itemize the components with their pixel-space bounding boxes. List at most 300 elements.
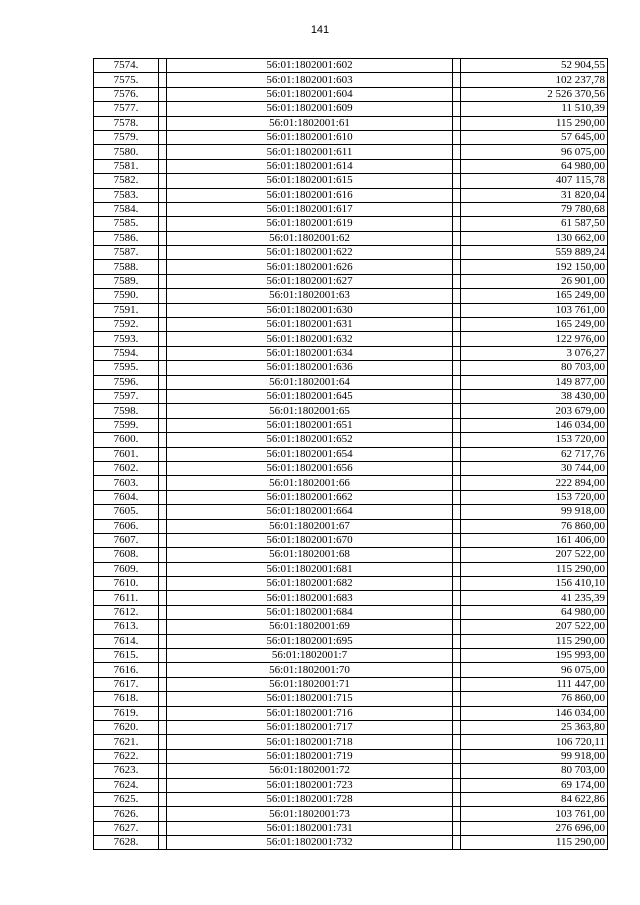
cadastral-value-cell: 161 406,00 (461, 533, 608, 547)
cadastral-value-cell: 115 290,00 (461, 116, 608, 130)
table-row (94, 433, 608, 447)
cadastral-value-cell: 62 717,76 (461, 447, 608, 461)
row-number-cell: 7596. (94, 375, 159, 389)
column-gap (453, 102, 461, 116)
cadastral-number-cell: 56:01:1802001:70 (167, 663, 453, 677)
column-gap (159, 749, 167, 763)
cadastral-value-cell: 31 820,04 (461, 188, 608, 202)
row-number-cell: 7626. (94, 807, 159, 821)
cadastral-value-cell: 115 290,00 (461, 562, 608, 576)
cadastral-value-cell: 3 076,27 (461, 346, 608, 360)
column-gap (159, 634, 167, 648)
table-row (94, 188, 608, 202)
column-gap (453, 159, 461, 173)
row-number-cell: 7577. (94, 102, 159, 116)
cadastral-value-cell: 41 235,39 (461, 591, 608, 605)
cadastral-number-cell: 56:01:1802001:732 (167, 836, 453, 850)
column-gap (159, 605, 167, 619)
column-gap (453, 778, 461, 792)
column-gap (159, 548, 167, 562)
column-gap (159, 130, 167, 144)
cadastral-number-cell: 56:01:1802001:602 (167, 59, 453, 73)
column-gap (453, 591, 461, 605)
cadastral-value-cell: 115 290,00 (461, 634, 608, 648)
column-gap (159, 720, 167, 734)
column-gap (159, 389, 167, 403)
column-gap (453, 821, 461, 835)
cadastral-value-cell: 130 662,00 (461, 231, 608, 245)
column-gap (453, 145, 461, 159)
row-number-cell: 7594. (94, 346, 159, 360)
table-row (94, 303, 608, 317)
column-gap (159, 663, 167, 677)
row-number-cell: 7603. (94, 476, 159, 490)
row-number-cell: 7610. (94, 577, 159, 591)
column-gap (159, 706, 167, 720)
cadastral-number-cell: 56:01:1802001:715 (167, 692, 453, 706)
column-gap (453, 433, 461, 447)
cadastral-value-cell: 222 894,00 (461, 476, 608, 490)
cadastral-number-cell: 56:01:1802001:662 (167, 490, 453, 504)
column-gap (453, 246, 461, 260)
table-row (94, 591, 608, 605)
column-gap (159, 649, 167, 663)
column-gap (453, 59, 461, 73)
column-gap (453, 692, 461, 706)
cadastral-number-cell: 56:01:1802001:634 (167, 346, 453, 360)
column-gap (453, 605, 461, 619)
column-gap (453, 346, 461, 360)
row-number-cell: 7624. (94, 778, 159, 792)
column-gap (453, 303, 461, 317)
table-row (94, 231, 608, 245)
column-gap (453, 577, 461, 591)
table-row (94, 87, 608, 101)
row-number-cell: 7595. (94, 361, 159, 375)
row-number-cell: 7614. (94, 634, 159, 648)
row-number-cell: 7625. (94, 792, 159, 806)
column-gap (453, 418, 461, 432)
table-row (94, 778, 608, 792)
cadastral-value-cell: 146 034,00 (461, 706, 608, 720)
cadastral-value-cell: 96 075,00 (461, 663, 608, 677)
column-gap (453, 217, 461, 231)
row-number-cell: 7587. (94, 246, 159, 260)
cadastral-number-cell: 56:01:1802001:684 (167, 605, 453, 619)
cadastral-number-cell: 56:01:1802001:632 (167, 332, 453, 346)
cadastral-number-cell: 56:01:1802001:622 (167, 246, 453, 260)
column-gap (453, 649, 461, 663)
row-number-cell: 7589. (94, 274, 159, 288)
cadastral-number-cell: 56:01:1802001:654 (167, 447, 453, 461)
cadastral-value-cell: 276 696,00 (461, 821, 608, 835)
column-gap (159, 821, 167, 835)
table-row (94, 620, 608, 634)
table-row (94, 73, 608, 87)
column-gap (159, 591, 167, 605)
column-gap (159, 145, 167, 159)
row-number-cell: 7586. (94, 231, 159, 245)
column-gap (453, 461, 461, 475)
cadastral-value-cell: 30 744,00 (461, 461, 608, 475)
column-gap (159, 346, 167, 360)
column-gap (453, 505, 461, 519)
cadastral-value-cell: 153 720,00 (461, 490, 608, 504)
cadastral-value-cell: 76 860,00 (461, 692, 608, 706)
cadastral-value-cell: 64 980,00 (461, 605, 608, 619)
table-row (94, 490, 608, 504)
table-row (94, 548, 608, 562)
row-number-cell: 7605. (94, 505, 159, 519)
table-row (94, 663, 608, 677)
row-number-cell: 7627. (94, 821, 159, 835)
row-number-cell: 7591. (94, 303, 159, 317)
column-gap (159, 217, 167, 231)
column-gap (159, 318, 167, 332)
cadastral-value-cell: 102 237,78 (461, 73, 608, 87)
cadastral-value-cell: 38 430,00 (461, 389, 608, 403)
column-gap (453, 116, 461, 130)
table-row (94, 649, 608, 663)
row-number-cell: 7607. (94, 533, 159, 547)
table-row (94, 807, 608, 821)
cadastral-value-cell: 52 904,55 (461, 59, 608, 73)
row-number-cell: 7593. (94, 332, 159, 346)
table-row (94, 692, 608, 706)
column-gap (159, 260, 167, 274)
cadastral-value-table (93, 58, 608, 850)
column-gap (453, 735, 461, 749)
column-gap (453, 87, 461, 101)
cadastral-value-cell: 57 645,00 (461, 130, 608, 144)
row-number-cell: 7583. (94, 188, 159, 202)
row-number-cell: 7598. (94, 404, 159, 418)
cadastral-number-cell: 56:01:1802001:656 (167, 461, 453, 475)
column-gap (159, 231, 167, 245)
row-number-cell: 7597. (94, 389, 159, 403)
cadastral-value-cell: 559 889,24 (461, 246, 608, 260)
cadastral-number-cell: 56:01:1802001:636 (167, 361, 453, 375)
cadastral-number-cell: 56:01:1802001:728 (167, 792, 453, 806)
row-number-cell: 7611. (94, 591, 159, 605)
cadastral-value-cell: 64 980,00 (461, 159, 608, 173)
column-gap (159, 562, 167, 576)
cadastral-number-cell: 56:01:1802001:719 (167, 749, 453, 763)
cadastral-number-cell: 56:01:1802001:614 (167, 159, 453, 173)
cadastral-number-cell: 56:01:1802001:617 (167, 202, 453, 216)
column-gap (159, 246, 167, 260)
cadastral-number-cell: 56:01:1802001:68 (167, 548, 453, 562)
column-gap (453, 260, 461, 274)
cadastral-value-cell: 207 522,00 (461, 620, 608, 634)
cadastral-number-cell: 56:01:1802001:681 (167, 562, 453, 576)
table-row (94, 735, 608, 749)
table-row (94, 318, 608, 332)
row-number-cell: 7612. (94, 605, 159, 619)
cadastral-value-cell: 80 703,00 (461, 764, 608, 778)
column-gap (453, 836, 461, 850)
cadastral-number-cell: 56:01:1802001:61 (167, 116, 453, 130)
column-gap (453, 130, 461, 144)
column-gap (159, 461, 167, 475)
row-number-cell: 7582. (94, 174, 159, 188)
column-gap (453, 289, 461, 303)
cadastral-value-cell: 103 761,00 (461, 807, 608, 821)
table-row (94, 418, 608, 432)
row-number-cell: 7620. (94, 720, 159, 734)
table-row (94, 289, 608, 303)
cadastral-number-cell: 56:01:1802001:7 (167, 649, 453, 663)
table-row (94, 533, 608, 547)
column-gap (453, 476, 461, 490)
table-row (94, 605, 608, 619)
table-row (94, 677, 608, 691)
column-gap (453, 720, 461, 734)
column-gap (453, 490, 461, 504)
cadastral-value-cell: 79 780,68 (461, 202, 608, 216)
cadastral-number-cell: 56:01:1802001:670 (167, 533, 453, 547)
table-row (94, 174, 608, 188)
cadastral-number-cell: 56:01:1802001:683 (167, 591, 453, 605)
row-number-cell: 7574. (94, 59, 159, 73)
table-row (94, 361, 608, 375)
row-number-cell: 7622. (94, 749, 159, 763)
cadastral-number-cell: 56:01:1802001:610 (167, 130, 453, 144)
cadastral-number-cell: 56:01:1802001:695 (167, 634, 453, 648)
cadastral-number-cell: 56:01:1802001:63 (167, 289, 453, 303)
row-number-cell: 7616. (94, 663, 159, 677)
column-gap (159, 332, 167, 346)
column-gap (159, 764, 167, 778)
table-row (94, 202, 608, 216)
table-row (94, 159, 608, 173)
cadastral-number-cell: 56:01:1802001:604 (167, 87, 453, 101)
table-row (94, 145, 608, 159)
cadastral-value-cell: 106 720,11 (461, 735, 608, 749)
column-gap (453, 706, 461, 720)
table-row (94, 116, 608, 130)
cadastral-number-cell: 56:01:1802001:731 (167, 821, 453, 835)
page-number: 141 (310, 24, 330, 36)
table-row (94, 706, 608, 720)
column-gap (159, 116, 167, 130)
table-row (94, 404, 608, 418)
column-gap (453, 533, 461, 547)
cadastral-value-cell: 407 115,78 (461, 174, 608, 188)
cadastral-value-cell: 2 526 370,56 (461, 87, 608, 101)
cadastral-number-cell: 56:01:1802001:72 (167, 764, 453, 778)
column-gap (453, 361, 461, 375)
table-row (94, 102, 608, 116)
cadastral-number-cell: 56:01:1802001:645 (167, 389, 453, 403)
row-number-cell: 7623. (94, 764, 159, 778)
column-gap (453, 764, 461, 778)
cadastral-value-cell: 192 150,00 (461, 260, 608, 274)
table-row (94, 505, 608, 519)
table-row (94, 130, 608, 144)
cadastral-number-cell: 56:01:1802001:626 (167, 260, 453, 274)
table-row (94, 389, 608, 403)
column-gap (453, 792, 461, 806)
cadastral-number-cell: 56:01:1802001:664 (167, 505, 453, 519)
column-gap (453, 548, 461, 562)
cadastral-number-cell: 56:01:1802001:723 (167, 778, 453, 792)
row-number-cell: 7592. (94, 318, 159, 332)
table-body (94, 59, 608, 850)
row-number-cell: 7615. (94, 649, 159, 663)
row-number-cell: 7628. (94, 836, 159, 850)
column-gap (159, 274, 167, 288)
row-number-cell: 7581. (94, 159, 159, 173)
row-number-cell: 7618. (94, 692, 159, 706)
column-gap (159, 836, 167, 850)
row-number-cell: 7578. (94, 116, 159, 130)
table-row (94, 562, 608, 576)
column-gap (159, 519, 167, 533)
column-gap (159, 418, 167, 432)
table-row (94, 447, 608, 461)
cadastral-number-cell: 56:01:1802001:631 (167, 318, 453, 332)
column-gap (159, 577, 167, 591)
column-gap (453, 332, 461, 346)
table-row (94, 375, 608, 389)
cadastral-value-cell: 203 679,00 (461, 404, 608, 418)
column-gap (159, 778, 167, 792)
cadastral-value-cell: 165 249,00 (461, 318, 608, 332)
row-number-cell: 7613. (94, 620, 159, 634)
cadastral-value-cell: 195 993,00 (461, 649, 608, 663)
cadastral-value-cell: 99 918,00 (461, 505, 608, 519)
table-row (94, 792, 608, 806)
column-gap (453, 562, 461, 576)
row-number-cell: 7608. (94, 548, 159, 562)
cadastral-value-cell: 103 761,00 (461, 303, 608, 317)
column-gap (159, 188, 167, 202)
table-row (94, 217, 608, 231)
row-number-cell: 7604. (94, 490, 159, 504)
table-row (94, 260, 608, 274)
row-number-cell: 7600. (94, 433, 159, 447)
column-gap (453, 174, 461, 188)
row-number-cell: 7621. (94, 735, 159, 749)
column-gap (159, 533, 167, 547)
cadastral-number-cell: 56:01:1802001:609 (167, 102, 453, 116)
column-gap (453, 807, 461, 821)
column-gap (159, 375, 167, 389)
table-row (94, 59, 608, 73)
cadastral-number-cell: 56:01:1802001:67 (167, 519, 453, 533)
cadastral-number-cell: 56:01:1802001:619 (167, 217, 453, 231)
row-number-cell: 7606. (94, 519, 159, 533)
table-row (94, 476, 608, 490)
cadastral-value-cell: 80 703,00 (461, 361, 608, 375)
cadastral-number-cell: 56:01:1802001:616 (167, 188, 453, 202)
cadastral-value-cell: 207 522,00 (461, 548, 608, 562)
column-gap (453, 231, 461, 245)
column-gap (453, 188, 461, 202)
cadastral-number-cell: 56:01:1802001:718 (167, 735, 453, 749)
table-row (94, 634, 608, 648)
table-row (94, 519, 608, 533)
column-gap (159, 447, 167, 461)
cadastral-number-cell: 56:01:1802001:73 (167, 807, 453, 821)
column-gap (453, 389, 461, 403)
column-gap (453, 375, 461, 389)
row-number-cell: 7575. (94, 73, 159, 87)
cadastral-number-cell: 56:01:1802001:615 (167, 174, 453, 188)
row-number-cell: 7619. (94, 706, 159, 720)
cadastral-value-cell: 11 510,39 (461, 102, 608, 116)
table-row (94, 836, 608, 850)
cadastral-number-cell: 56:01:1802001:71 (167, 677, 453, 691)
column-gap (159, 735, 167, 749)
table-row (94, 332, 608, 346)
cadastral-number-cell: 56:01:1802001:66 (167, 476, 453, 490)
column-gap (453, 447, 461, 461)
table-row (94, 246, 608, 260)
column-gap (159, 677, 167, 691)
column-gap (159, 289, 167, 303)
column-gap (159, 792, 167, 806)
column-gap (159, 87, 167, 101)
column-gap (159, 433, 167, 447)
table-row (94, 720, 608, 734)
table-row (94, 274, 608, 288)
cadastral-number-cell: 56:01:1802001:716 (167, 706, 453, 720)
cadastral-value-cell: 61 587,50 (461, 217, 608, 231)
cadastral-value-cell: 115 290,00 (461, 836, 608, 850)
cadastral-value-cell: 76 860,00 (461, 519, 608, 533)
cadastral-value-cell: 69 174,00 (461, 778, 608, 792)
column-gap (159, 404, 167, 418)
row-number-cell: 7617. (94, 677, 159, 691)
column-gap (453, 519, 461, 533)
cadastral-number-cell: 56:01:1802001:630 (167, 303, 453, 317)
row-number-cell: 7599. (94, 418, 159, 432)
cadastral-number-cell: 56:01:1802001:64 (167, 375, 453, 389)
cadastral-value-cell: 165 249,00 (461, 289, 608, 303)
cadastral-value-cell: 111 447,00 (461, 677, 608, 691)
row-number-cell: 7580. (94, 145, 159, 159)
column-gap (159, 73, 167, 87)
column-gap (453, 620, 461, 634)
cadastral-value-cell: 149 877,00 (461, 375, 608, 389)
column-gap (159, 692, 167, 706)
cadastral-value-cell: 99 918,00 (461, 749, 608, 763)
row-number-cell: 7601. (94, 447, 159, 461)
table-row (94, 764, 608, 778)
column-gap (453, 318, 461, 332)
column-gap (453, 202, 461, 216)
column-gap (159, 59, 167, 73)
row-number-cell: 7585. (94, 217, 159, 231)
column-gap (159, 159, 167, 173)
cadastral-number-cell: 56:01:1802001:627 (167, 274, 453, 288)
column-gap (453, 677, 461, 691)
column-gap (159, 361, 167, 375)
cadastral-value-cell: 25 363,80 (461, 720, 608, 734)
table-row (94, 577, 608, 591)
cadastral-value-cell: 96 075,00 (461, 145, 608, 159)
table-row (94, 749, 608, 763)
column-gap (159, 620, 167, 634)
table-row (94, 821, 608, 835)
row-number-cell: 7588. (94, 260, 159, 274)
table-row (94, 346, 608, 360)
cadastral-value-cell: 84 622,86 (461, 792, 608, 806)
column-gap (159, 174, 167, 188)
cadastral-value-cell: 26 901,00 (461, 274, 608, 288)
